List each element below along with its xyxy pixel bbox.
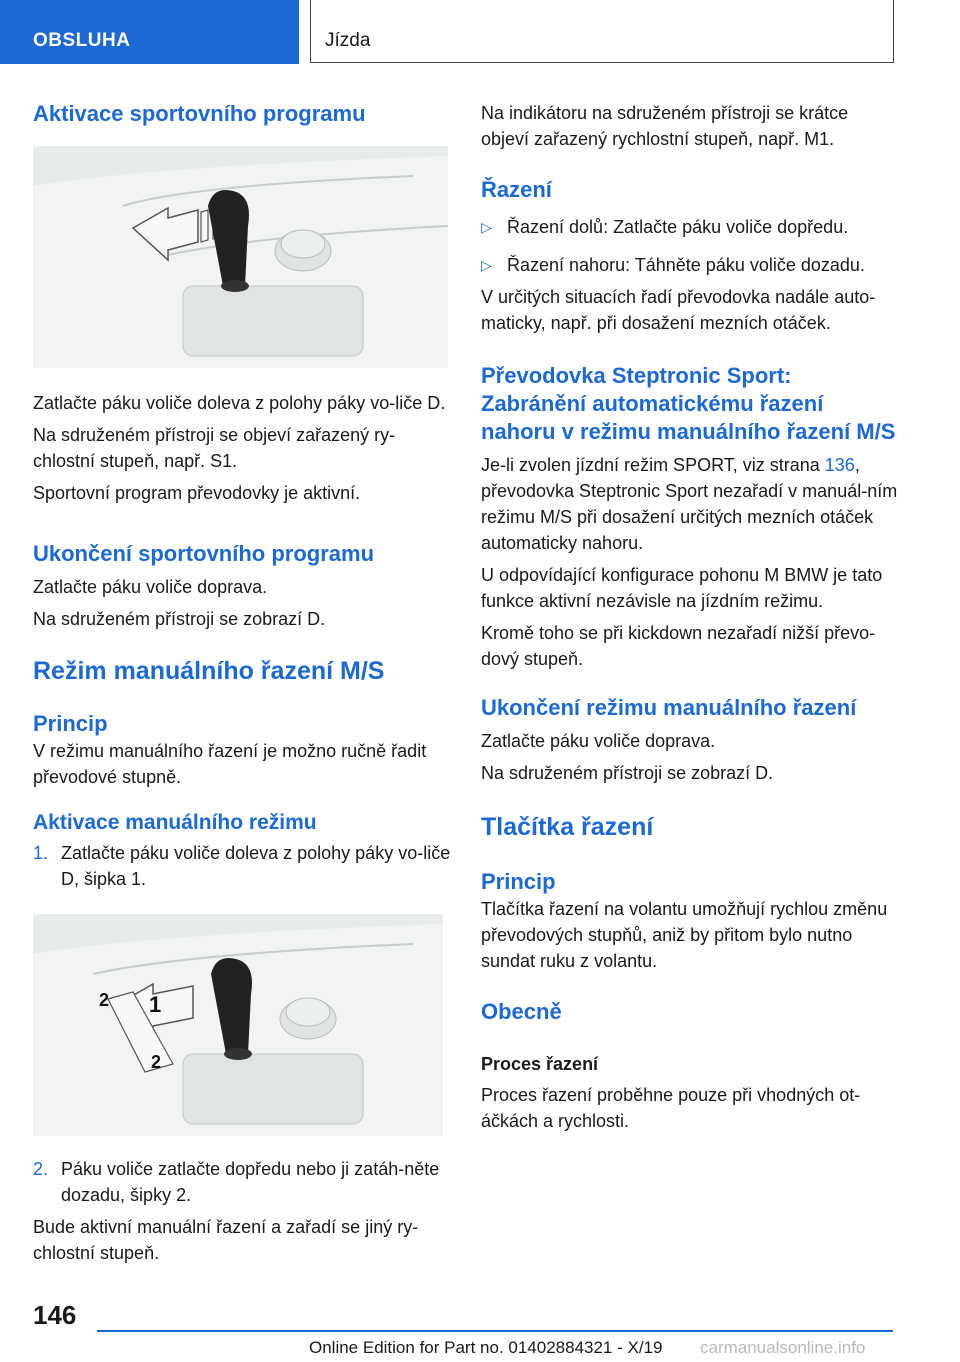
paragraph-text: , převodovka Steptronic Sport nezařadí v manuál-ním režimu M/S při dosažení určitých mezních otáček automaticky nahoru. <box>481 455 898 553</box>
heading-shift-process: Proces řazení <box>481 1054 599 1074</box>
triangle-bullet-icon: ▷ <box>481 219 492 235</box>
header-chapter-label: Jízda <box>325 30 371 51</box>
arrow-label-2-top: 2 <box>99 990 110 1010</box>
heading-steptronic: Převodovka Steptronic Sport: Zabránění automatickému řazení nahoru v režimu manuálního řazení M/S <box>481 363 896 444</box>
footer-watermark: carmanualsonline.info <box>700 1338 866 1357</box>
list-item <box>33 840 451 892</box>
paragraph: Sportovní program převodovky je aktivní. <box>33 483 361 503</box>
page-link[interactable]: 136 <box>824 455 855 475</box>
paragraph: Tlačítka řazení na volantu umožňují rychlou změnu převodových stupňů, aniž by přitom bylo nutno sundat ruku z volantu. <box>481 899 888 971</box>
heading-manual-end: Ukončení režimu manuálního řazení <box>481 695 857 720</box>
arrow-label-1: 1 <box>149 992 162 1017</box>
paragraph: V režimu manuálního řazení je možno ručně řadit převodové stupně. <box>33 741 427 787</box>
paragraph: Zatlačte páku voliče doprava. <box>33 577 268 597</box>
heading-sport-activation: Aktivace sportovního programu <box>33 101 366 126</box>
heading-principle: Princip <box>33 711 108 736</box>
list-item <box>481 252 899 278</box>
illustration-selector-lever <box>33 146 448 368</box>
illustration-selector-lever-arrows <box>33 914 443 1136</box>
list-item <box>481 214 899 240</box>
paragraph: Zatlačte páku voliče doleva z polohy páky vo-liče D. <box>33 393 446 413</box>
paragraph: Na indikátoru na sdruženém přístroji se krátce objeví zařazený rychlostní stupeň, např. M1. <box>481 103 849 149</box>
selector-lever-illustration <box>33 146 448 368</box>
paragraph: Na sdruženém přístroji se zobrazí D. <box>33 609 326 629</box>
list-text: Páku voliče zatlačte dopředu nebo ji zatáh-něte dozadu, šipky 2. <box>61 1159 440 1205</box>
heading-general: Obecně <box>481 999 562 1024</box>
paragraph-text: Je-li zvolen jízdní režim SPORT, viz strana <box>481 455 825 475</box>
heading-sport-end: Ukončení sportovního programu <box>33 541 375 566</box>
footer-edition: Online Edition for Part no. 01402884321 - X/19 <box>309 1338 663 1357</box>
list-text: Zatlačte páku voliče doleva z polohy páky vo-liče D, šipka 1. <box>61 843 451 889</box>
list-text: Řazení nahoru: Táhněte páku voliče dozadu. <box>507 255 865 275</box>
paragraph: Na sdruženém přístroji se objeví zařazený ry-chlostní stupeň, např. S1. <box>33 425 396 471</box>
arrow-label-2-bottom: 2 <box>151 1052 162 1072</box>
paragraph-steptronic <box>481 452 899 556</box>
paragraph: U odpovídající konfigurace pohonu M BMW je tato funkce aktivní nezávisle na jízdním režimu. <box>481 565 883 611</box>
header-section-label: OBSLUHA <box>33 30 131 51</box>
heading-manual-activation: Aktivace manuálního režimu <box>33 811 317 834</box>
list-text: Řazení dolů: Zatlačte páku voliče dopředu. <box>507 217 849 237</box>
paragraph: Zatlačte páku voliče doprava. <box>481 731 716 751</box>
list-item <box>33 1156 451 1208</box>
header-section-tab <box>0 0 299 64</box>
page-number: 146 <box>33 1300 77 1330</box>
list-number: 1. <box>33 843 49 863</box>
left-column <box>33 100 451 1266</box>
heading-shift-buttons: Tlačítka řazení <box>481 813 654 841</box>
selector-lever-arrows-illustration <box>33 914 443 1136</box>
paragraph: Na sdruženém přístroji se zobrazí D. <box>481 763 774 783</box>
right-column <box>481 100 899 1134</box>
paragraph: V určitých situacích řadí převodovka nadále auto-maticky, např. při dosažení mezních otáček. <box>481 287 876 333</box>
heading-principle: Princip <box>481 869 556 894</box>
list-number: 2. <box>33 1159 49 1179</box>
triangle-bullet-icon: ▷ <box>481 257 492 273</box>
paragraph: Proces řazení proběhne pouze při vhodných ot-áčkách a rychlosti. <box>481 1085 861 1131</box>
paragraph: Bude aktivní manuální řazení a zařadí se jiný ry-chlostní stupeň. <box>33 1217 419 1263</box>
header-chapter-tab <box>310 0 894 63</box>
heading-manual-mode: Režim manuálního řazení M/S <box>33 657 385 685</box>
paragraph: Kromě toho se při kickdown nezařadí nižší převo-dový stupeň. <box>481 623 876 669</box>
heading-shifting: Řazení <box>481 177 552 202</box>
footer-divider <box>97 1330 893 1332</box>
